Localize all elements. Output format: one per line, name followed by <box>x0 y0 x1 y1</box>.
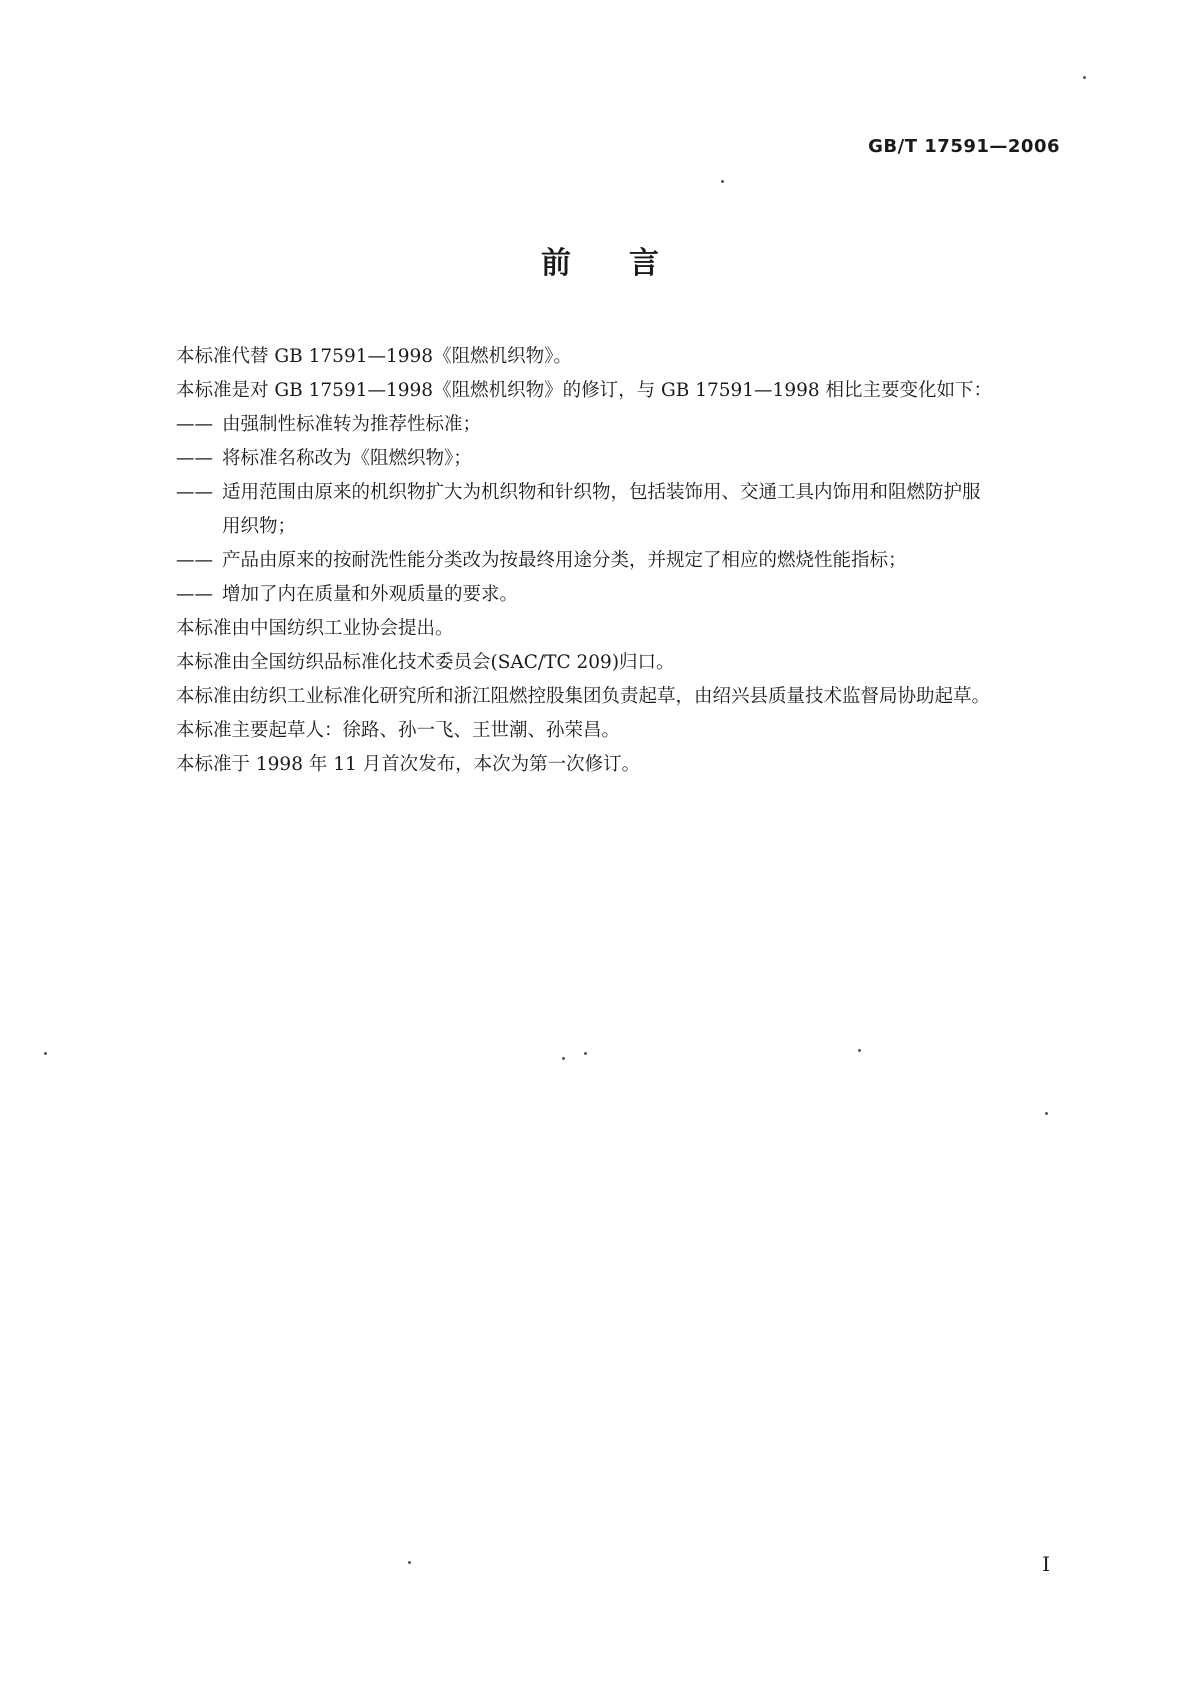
change-item <box>128 544 1068 578</box>
dash-mark: —— <box>176 448 213 469</box>
scan-speck <box>408 1561 411 1564</box>
scan-speck <box>562 1057 565 1060</box>
change-text: 适用范围由原来的机织物扩大为机织物和针织物，包括装饰用、交通工具内饰用和阻燃防护服 <box>222 482 981 503</box>
scan-speck <box>721 180 724 183</box>
dash-mark: —— <box>176 414 213 435</box>
standard-code: GB/T 17591—2006 <box>868 136 1060 157</box>
page-number: I <box>1042 1552 1050 1576</box>
change-item-continuation: 用织物； <box>222 516 297 537</box>
paragraph-replaces: 本标准代替 GB 17591—1998《阻燃机织物》。 <box>176 346 572 367</box>
scan-speck <box>44 1052 47 1055</box>
paragraph-committee: 本标准由全国纺织品标准化技术委员会(SAC/TC 209)归口。 <box>176 652 675 673</box>
scan-speck <box>584 1052 587 1055</box>
change-item <box>128 442 1068 476</box>
page-title: 前言 <box>541 246 717 281</box>
change-text: 由强制性标准转为推荐性标准； <box>222 414 482 435</box>
scan-speck <box>1045 1112 1048 1115</box>
change-text: 增加了内在质量和外观质量的要求。 <box>222 584 519 605</box>
scan-speck <box>1083 76 1086 79</box>
paragraph-drafting-units: 本标准由纺织工业标准化研究所和浙江阻燃控股集团负责起草，由绍兴县质量技术监督局协助起草。 <box>176 686 991 707</box>
scan-speck <box>858 1049 861 1052</box>
change-item <box>128 578 1068 612</box>
paragraph-revision-intro: 本标准是对 GB 17591—1998《阻燃机织物》的修订，与 GB 17591—1998 相比主要变化如下： <box>176 380 993 401</box>
paragraph-drafters: 本标准主要起草人：徐路、孙一飞、王世潮、孙荣昌。 <box>176 720 621 741</box>
change-text: 将标准名称改为《阻燃织物》； <box>222 448 472 469</box>
paragraph-history: 本标准于 1998 年 11 月首次发布，本次为第一次修订。 <box>176 754 641 775</box>
dash-mark: —— <box>176 482 213 503</box>
change-text: 产品由原来的按耐洗性能分类改为按最终用途分类，并规定了相应的燃烧性能指标； <box>222 550 907 571</box>
change-item <box>128 476 1068 510</box>
dash-mark: —— <box>176 584 213 605</box>
paragraph-proposer: 本标准由中国纺织工业协会提出。 <box>176 618 454 639</box>
change-item <box>128 408 1068 442</box>
dash-mark: —— <box>176 550 213 571</box>
foreword-body <box>128 340 1068 782</box>
